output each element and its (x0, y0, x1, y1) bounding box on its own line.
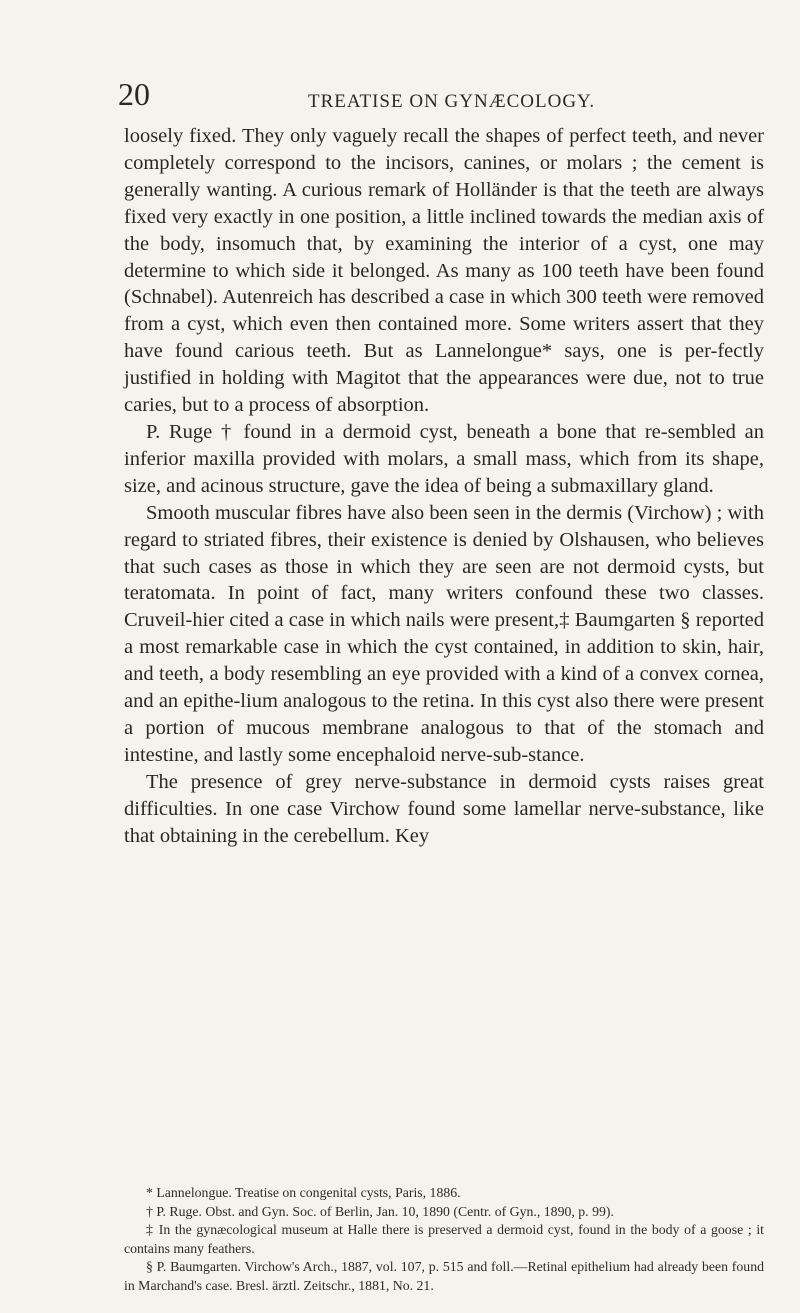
paragraph-muscular-fibres: Smooth muscular fibres have also been seen in the dermis (Virchow) ; with regard to striated fibres, their existence is denied by Olshausen, who believes that such cases as those in which they are seen are not dermoid cysts, but teratomata. In point of fact, many writers confound these two classes. Cruveil-hier cited a case in which nails were present,‡ Baumgarten § reported a most remarkable case in which the cyst contained, in addition to skin, hair, and teeth, a body resembling an eye provided with a kind of a convex cornea, and an epithe-lium analogous to the retina. In this cyst also there were present a portion of mucous membrane analogous to that of the stomach and intestine, and lastly some encephaloid nerve-sub-stance. (124, 501, 764, 766)
footnote-lannelongue: * Lannelongue. Treatise on congenital cysts, Paris, 1886. (146, 1185, 461, 1200)
page-header (118, 78, 758, 118)
paragraph-nerve-substance: The presence of grey nerve-substance in dermoid cysts raises great difficulties. In one case Virchow found some lamellar nerve-substance, like that obtaining in the cerebellum. Key (124, 770, 764, 847)
footnote-baumgarten: § P. Baumgarten. Virchow's Arch., 1887, vol. 107, p. 515 and foll.—Retinal epithelium had already been found in Marchand's case. Bresl. ärztl. Zeitschr., 1881, No. 21. (124, 1259, 764, 1293)
footnote-halle: ‡ In the gynæcological museum at Halle there is preserved a dermoid cyst, found in the body of a goose ; it contains many feathers. (124, 1222, 764, 1256)
body-text (124, 123, 764, 849)
running-head: TREATISE ON GYNÆCOLOGY. (308, 91, 596, 112)
paragraph-ruge: P. Ruge † found in a dermoid cyst, beneath a bone that re-sembled an inferior maxilla provided with molars, a small mass, which from its shape, size, and acinous structure, gave the idea of being a submaxillary gland. (124, 420, 764, 497)
footnote-ruge: † P. Ruge. Obst. and Gyn. Soc. of Berlin, Jan. 10, 1890 (Centr. of Gyn., 1890, p. 99). (146, 1203, 614, 1219)
paragraph-teeth: loosely fixed. They only vaguely recall the shapes of perfect teeth, and never completely correspond to the incisors, canines, or molars ; the cement is generally wanting. A curious remark of Holländer is that the teeth are always fixed very exactly in one position, a little inclined towards the median axis of the body, insomuch that, by examining the interior of a cyst, one may determine to which side it belonged. As many as 100 teeth have been found (Schnabel). Autenreich has described a case in which 300 teeth were removed from a cyst, which even then contained more. Some writers assert that they have found carious teeth. But as Lannelongue* says, one is per-fectly justified in holding with Magitot that the appearances were due, not to true caries, but to a process of absorption. (124, 125, 764, 417)
page-number: 20 (118, 76, 150, 112)
footnotes (124, 1184, 764, 1296)
